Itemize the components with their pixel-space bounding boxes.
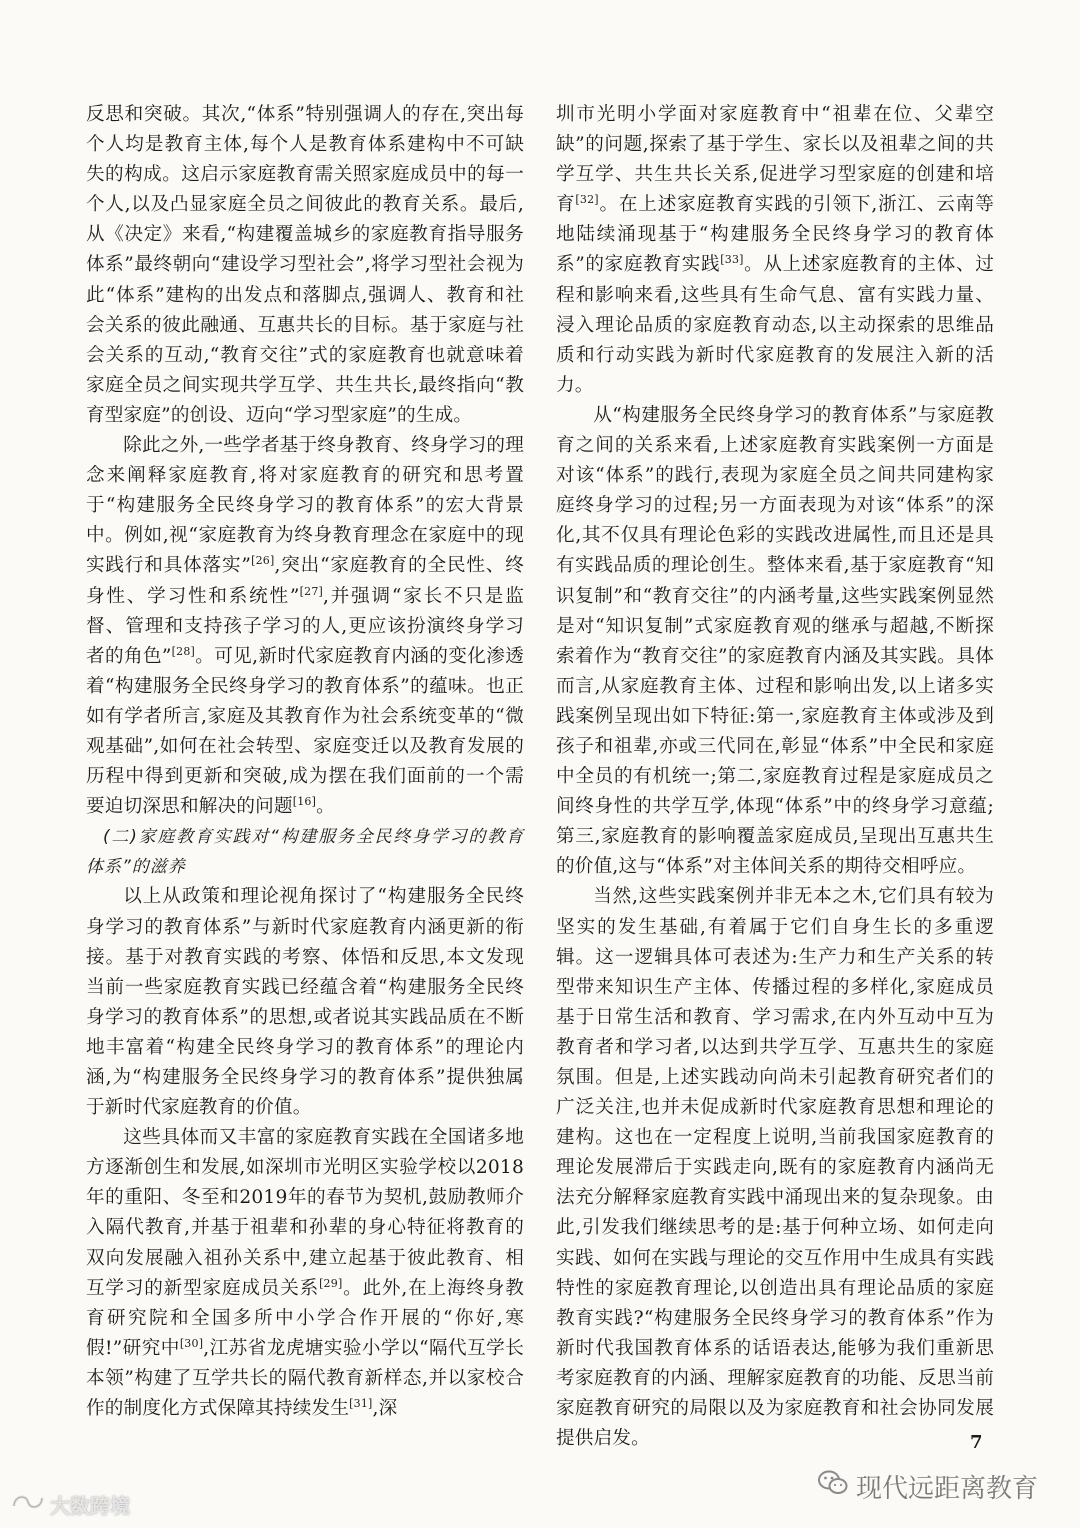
right-paragraph-3: 当然,这些实践案例并非无本之木,它们具有较为坚实的发生基础,有着属于它们自身生长的多重逻辑。这一逻辑具体可表述为:生产力和生产关系的转型带来知识生产主体、传播过程的多样化,家庭成员基于日常生活和教育、学习需求,在内外互动中互为教育者和学习者,以达到共学互学、互惠共生的家庭氛围。但是,上述实践动向尚未引起教育研究者们的广泛关注,也并未促成新时代家庭教育思想和理论的建构。这也在一定程度上说明,当前我国家庭教育的理论发展滞后于实践走向,既有的家庭教育内涵尚无法充分解释家庭教育实践中涌现出来的复杂现象。由此,引发我们继续思考的是:基于何种立场、如何走向实践、如何在实践与理论的交互作用中生成具有实践特性的家庭教育理论,以创造出具有理论品质的家庭教育实践?“构建服务全民终身学习的教育体系”作为新时代我国教育体系的话语表达,能够为我们重新思考家庭教育的内涵、理解家庭教育的功能、反思当前家庭教育研究的局限以及为家庭教育和社会协同发展提供启发。: [556, 886, 994, 1450]
right-column: [556, 100, 994, 1454]
citation-ref: [30]: [179, 1336, 204, 1350]
citation-ref: [28]: [171, 644, 196, 658]
text-run: 圳市光明小学面对家庭教育中“祖辈在位、父辈空缺”的问题,探索了基于学生、家长以及祖辈之间的共学互学、共生共长关系,促进学习型家庭的创建和培育: [556, 104, 994, 216]
citation-ref: [26]: [251, 554, 275, 568]
text-run: ,江苏省龙虎塘实验小学以“隔代互学长本领”构建了互学共长的隔代教育新样态,并以家校合作的制度化方式保障其持续发生: [86, 1337, 524, 1420]
section-heading: (二)家庭教育实践对“构建服务全民终身学习的教育体系”的滋养: [86, 827, 524, 878]
watermark-right-text: 现代远距离教育: [856, 1474, 1039, 1504]
page-number: 7: [970, 1432, 983, 1453]
text-run: 。可见,新时代家庭教育内涵的变化渗透着“构建服务全民终身学习的教育体系”的蕴味。也正如有学者所言,家庭及其教育作为社会系统变革的“微观基础”,如何在社会转型、家庭变迁以及教育发展的历程中得到更新和突破,成为摆在我们面前的一个需要迫切深思和解决的问题: [86, 645, 524, 818]
wechat-icon: [818, 1470, 848, 1503]
citation-ref: [29]: [319, 1276, 343, 1290]
left-column: [86, 100, 524, 1424]
text-run: ,并强调“家长不只是监督、管理和支持孩子学习的人,更应该扮演终身学习者的角色”: [86, 585, 524, 667]
brand-logo-icon: [10, 1490, 46, 1519]
citation-ref: [31]: [349, 1396, 373, 1410]
watermark-right: [818, 1468, 1038, 1505]
text-run: 。: [316, 796, 335, 818]
watermark-left: [10, 1490, 130, 1519]
right-paragraph-2: 从“构建服务全民终身学习的教育体系”与家庭教育之间的关系来看,上述家庭教育实践案例一方面是对该“体系”的践行,表现为家庭全员之间共同建构家庭终身学习的过程;另一方面表现为对该“体系”的深化,其不仅具有理论色彩的实践改进属性,而且还是具有实践品质的理论创生。整体来看,基于家庭教育“知识复制”和“教育交往”的内涵考量,这些实践案例显然是对“知识复制”式家庭教育观的继承与超越,不断探索着作为“教育交往”的家庭教育内涵及其实践。具体而言,从家庭教育主体、过程和影响出发,以上诸多实践案例呈现出如下特征:第一,家庭教育主体或涉及到孩子和祖辈,亦或三代同在,彰显“体系”中全民和家庭中全员的有机统一;第二,家庭教育过程是家庭成员之间终身性的共学互学,体现“体系”中的终身学习意蕴;第三,家庭教育的影响覆盖家庭成员,呈现出互惠共生的价值,这与“体系”对主体间关系的期待交相呼应。: [556, 404, 994, 878]
text-run: ,深: [372, 1398, 398, 1420]
citation-ref: [16]: [292, 794, 317, 808]
citation-ref: [32]: [575, 193, 599, 207]
text-run: 。从上述家庭教育的主体、过程和影响来看,这些具有生命气息、富有实践力量、浸入理论品质的家庭教育动态,以主动探索的思维品质和行动实践为新时代家庭教育的发展注入新的活力。: [556, 254, 994, 396]
text-run: 这些具体而又丰富的家庭教育实践在全国诸多地方逐渐创生和发展,如深圳市光明区实验学校以2018年的重阳、冬至和2019年的春节为契机,鼓励教师介入隔代教育,并基于祖辈和孙辈的身心特征将教育的双向发展融入祖孙关系中,建立起基于彼此教育、相互学习的新型家庭成员关系: [86, 1127, 524, 1299]
left-paragraph-3: 以上从政策和理论视角探讨了“构建服务全民终身学习的教育体系”与新时代家庭教育内涵更新的衔接。基于对教育实践的考察、体悟和反思,本文发现当前一些家庭教育实践已经蕴含着“构建服务全民终身学习的教育体系”的思想,或者说其实践品质在不断地丰富着“构建全民终身学习的教育体系”的理论内涵,为“构建服务全民终身学习的教育体系”提供独属于新时代家庭教育的价值。: [86, 886, 524, 1119]
left-paragraph-1: 反思和突破。其次,“体系”特别强调人的存在,突出每个人均是教育主体,每个人是教育体系建构中不可缺失的构成。这启示家庭教育需关照家庭成员中的每一个人,以及凸显家庭全员之间彼此的教育关系。最后,从《决定》来看,“构建覆盖城乡的家庭教育指导服务体系”最终朝向“建设学习型社会”,将学习型社会视为此“体系”建构的出发点和落脚点,强调人、教育和社会关系的彼此融通、互惠共长的目标。基于家庭与社会关系的互动,“教育交往”式的家庭教育也就意味着家庭全员之间实现共学互学、共生共长,最终指向“教育型家庭”的创设、迈向“学习型家庭”的生成。: [86, 104, 524, 426]
text-run: ,突出“家庭教育的全民性、终身性、学习性和系统性”: [86, 555, 524, 607]
text-run: 。在上述家庭教育实践的引领下,浙江、云南等地陆续涌现基于“构建服务全民终身学习的教育体系”的家庭教育实践: [556, 194, 994, 276]
watermark-left-text: 大数跨境: [50, 1494, 130, 1518]
citation-ref: [33]: [720, 253, 744, 267]
left-paragraph-2: [86, 431, 524, 822]
citation-ref: [27]: [299, 584, 324, 598]
right-paragraph-1: [556, 100, 994, 401]
text-run: 除此之外,一些学者基于终身教育、终身学习的理念来阐释家庭教育,将对家庭教育的研究和思考置于“构建服务全民终身学习的教育体系”的宏大背景中。例如,视“家庭教育为终身教育理念在家庭中的现实践行和具体落实”: [86, 435, 524, 577]
text-run: 。此外,在上海终身教育研究院和全国多所中小学合作开展的“你好,寒假!”研究中: [86, 1277, 524, 1359]
left-paragraph-4: [86, 1123, 524, 1424]
